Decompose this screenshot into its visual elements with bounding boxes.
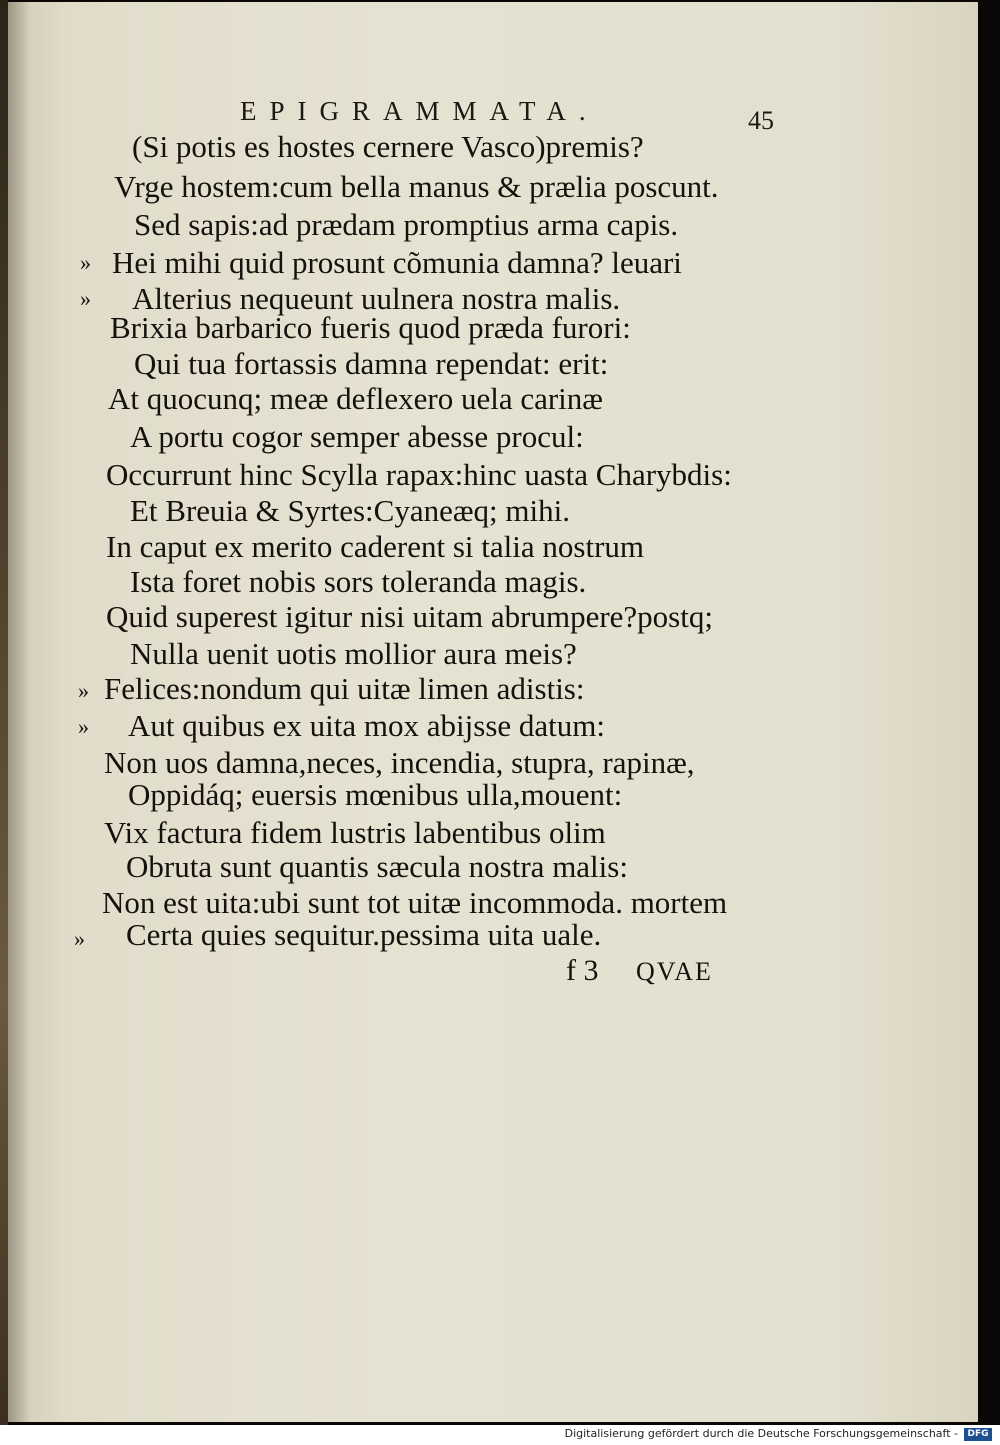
verse-line: Alterius nequeunt uulnera nostra malis. (132, 281, 621, 316)
quotation-marker: » (80, 286, 91, 311)
quotation-marker: » (74, 926, 85, 951)
quotation-marker: » (80, 250, 91, 275)
verse-line: Sed sapis:ad prædam promptius arma capis. (134, 207, 679, 242)
verse-line: Et Breuia & Syrtes:Cyaneæq; mihi. (130, 493, 570, 528)
verse-line: (Si potis es hostes cernere Vasco)premis? (132, 129, 644, 164)
verse-line: Brixia barbarico fueris quod præda furori: (110, 310, 631, 345)
verse-line: In caput ex merito caderent si talia nostrum (106, 529, 645, 564)
verse-line: Oppidáq; euersis mœnibus ulla,mouent: (128, 777, 623, 812)
verse-line: Ista foret nobis sors toleranda magis. (130, 564, 587, 599)
signature-mark: f 3 (566, 954, 599, 987)
dfg-logo-icon: DFG (964, 1428, 992, 1441)
page-number: 45 (748, 106, 774, 135)
verse-line: Vrge hostem:cum bella manus & prælia poscunt. (114, 169, 719, 204)
book-page (8, 2, 978, 1422)
quotation-marker: » (78, 678, 89, 703)
verse-line: At quocunq; meæ deflexero uela carinæ (108, 381, 603, 416)
catchword: QVAE (636, 957, 713, 986)
verse-line: Non est uita:ubi sunt tot uitæ incommoda. mortem (102, 885, 728, 920)
verse-line: Quid superest igitur nisi uitam abrumpere?postq; (106, 599, 713, 634)
quotation-marker: » (78, 714, 89, 739)
verse-line: Felices:nondum qui uitæ limen adistis: (104, 671, 585, 706)
verse-line: Nulla uenit uotis mollior aura meis? (130, 636, 577, 671)
verse-line: Occurrunt hinc Scylla rapax:hinc uasta Charybdis: (106, 457, 732, 492)
verse-line: Hei mihi quid prosunt cõmunia damna? leuari (112, 245, 682, 280)
verse-line: Non uos damna,neces, incendia, stupra, rapinæ, (104, 745, 695, 780)
funding-credit: Digitalisierung gefördert durch die Deutsche Forschungsgemeinschaft - (564, 1427, 958, 1440)
verse-line: Certa quies sequitur.pessima uita uale. (126, 917, 602, 952)
book-edge (0, 0, 8, 1425)
verse-line: Obruta sunt quantis sæcula nostra malis: (126, 849, 628, 884)
verse-line: A portu cogor semper abesse procul: (130, 419, 584, 454)
running-head: EPIGRAMMATA. (240, 96, 599, 126)
verse-line: Vix factura fidem lustris labentibus olim (104, 815, 606, 850)
verse-line: Aut quibus ex uita mox abijsse datum: (128, 708, 606, 743)
gutter-shadow (8, 2, 30, 1422)
verse-line: Qui tua fortassis damna rependat: erit: (134, 346, 609, 381)
